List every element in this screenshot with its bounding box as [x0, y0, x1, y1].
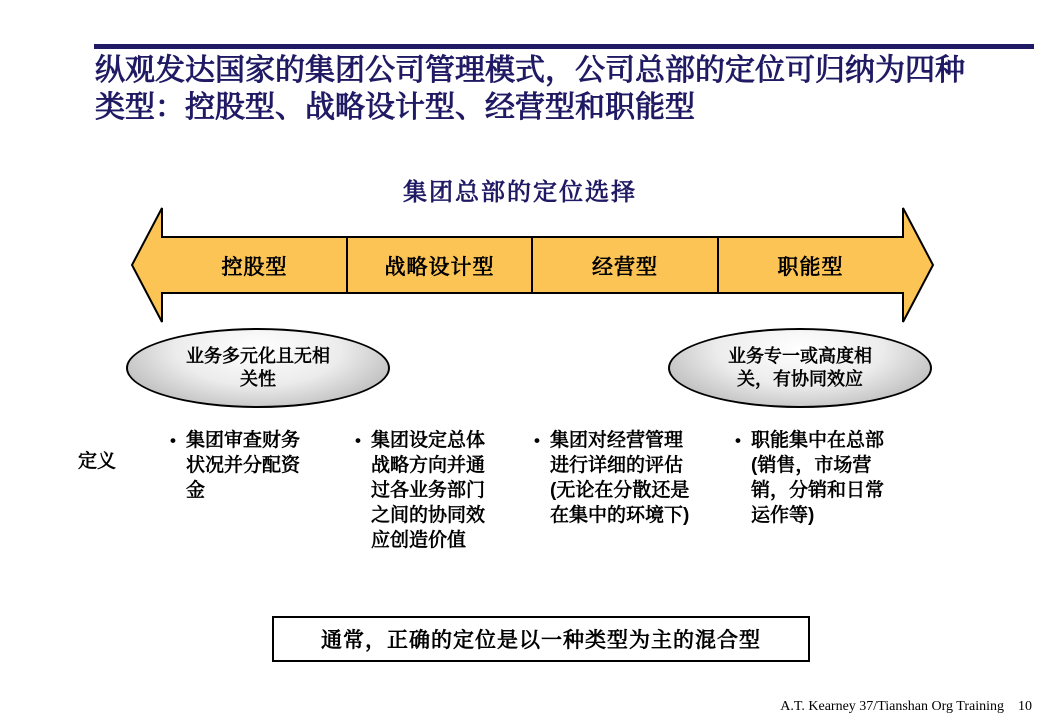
arrow-segment-operating: 经营型 — [592, 256, 658, 279]
title-rule — [94, 44, 1034, 49]
ellipse-right-text: 业务专一或高度相关，有协同效应 — [728, 346, 872, 389]
slide-title: 纵观发达国家的集团公司管理模式，公司总部的定位可归纳为四种类型：控股型、战略设计型、经营型和职能型 — [95, 54, 965, 124]
bullet-icon: • — [534, 431, 540, 450]
conclusion-text: 通常，正确的定位是以一种类型为主的混合型 — [321, 629, 761, 652]
ellipse-left-text: 业务多元化且无相关性 — [186, 346, 330, 389]
conclusion-box — [272, 616, 810, 662]
definition-functional — [735, 428, 889, 528]
definition-operating — [534, 428, 694, 528]
footer-brand: A.T. Kearney 37/Tianshan Org Training — [780, 699, 1004, 714]
definition-text: 职能集中在总部(销售，市场营销，分销和日常运作等) — [751, 430, 885, 526]
row-label-definition: 定义 — [78, 451, 117, 472]
arrow-segment-strategic-design: 战略设计型 — [384, 256, 495, 279]
definition-text: 集团设定总体战略方向并通过各业务部门之间的协同效应创造价值 — [371, 430, 486, 551]
definition-text: 集团审查财务状况并分配资金 — [186, 430, 301, 501]
definition-text: 集团对经营管理进行详细的评估(无论在分散还是在集中的环境下) — [550, 430, 690, 526]
bullet-icon: • — [170, 431, 176, 450]
ellipse-left — [126, 328, 390, 408]
arrow-segment-holding: 控股型 — [221, 256, 288, 279]
footer — [780, 699, 1032, 715]
ellipse-right — [668, 328, 932, 408]
definition-strategic-design — [355, 428, 489, 553]
arrow-heading: 集团总部的定位选择 — [403, 179, 637, 206]
bullet-icon: • — [735, 431, 741, 450]
bullet-icon: • — [355, 431, 361, 450]
footer-page-number: 10 — [1018, 699, 1032, 714]
arrow-segment-functional: 职能型 — [777, 256, 844, 279]
definition-holding — [170, 428, 304, 503]
